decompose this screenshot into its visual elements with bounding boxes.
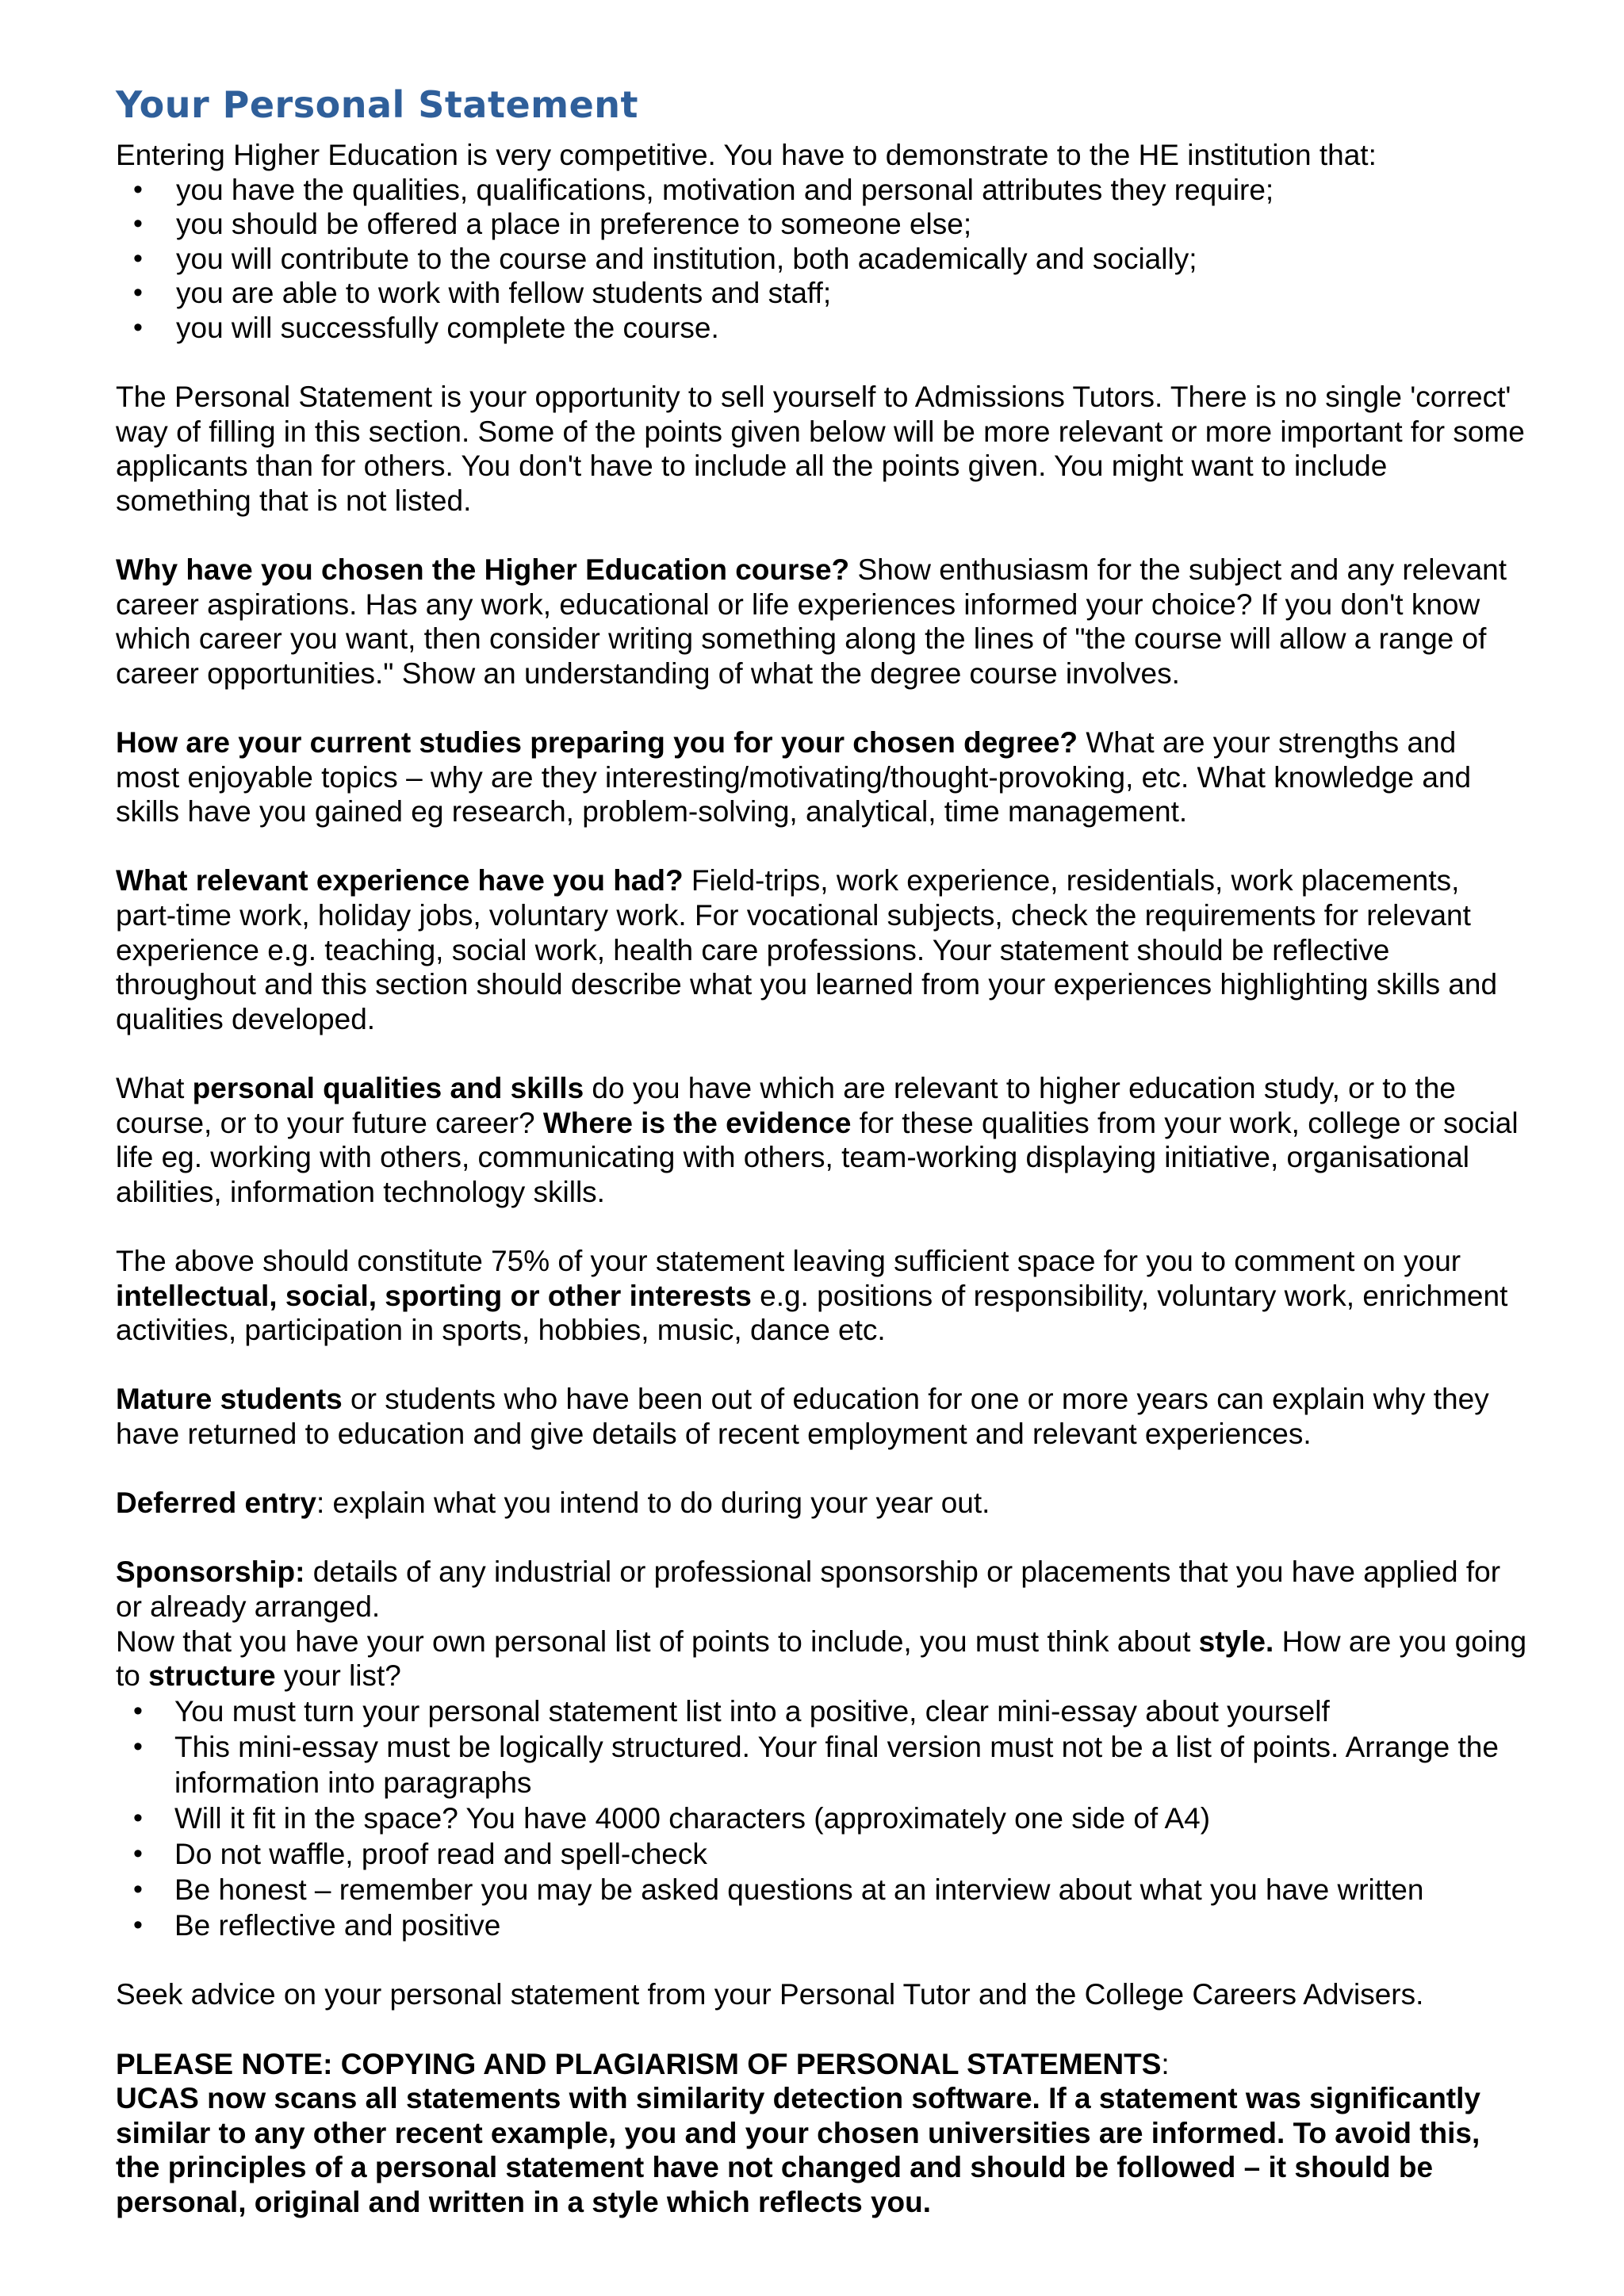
document-page — [116, 79, 1527, 2219]
why-course-heading: Why have you chosen the Higher Education course? — [116, 553, 850, 587]
experience-paragraph: What relevant experience have you had? Field-trips, work experience, residentials, work placements, part-time work, holiday jobs, voluntary work. For vocational subjects, check the requirements for relevant experience e.g. teaching, social work, health care professions. Your statement should be reflective throughout and this section should describe what you learned from your experiences highlighting skills and qualities developed. — [116, 864, 1498, 1035]
list-item: • you have the qualities, qualifications, motivation and personal attributes they require; — [133, 173, 1274, 206]
plagiarism-note-heading: PLEASE NOTE: COPYING AND PLAGIARISM OF PERSONAL STATEMENTS: — [116, 2047, 1170, 2080]
list-item: • You must turn your personal statement list into a positive, clear mini-essay about yourself — [133, 1694, 1330, 1728]
why-course-paragraph: Why have you chosen the Higher Education course? Show enthusiasm for the subject and any relevant career aspirations. Has any work, educational or life experiences informed your choice? If you don't know which career you want, then consider writing something along the lines of "the course will allow a range of career opportunities." Show an understanding of what the degree course involves. — [116, 553, 1507, 690]
experience-heading: What relevant experience have you had? — [116, 864, 684, 897]
intro-bullet-list — [116, 173, 1527, 346]
mature-students-paragraph: Mature students or students who have been out of education for one or more years can explain why they have returned to education and give details of recent employment and relevant experiences. — [116, 1383, 1489, 1450]
intro-text: Entering Higher Education is very competitive. You have to demonstrate to the HE institution that: — [116, 139, 1377, 171]
bullet-icon: • — [133, 1695, 143, 1726]
bullet-icon: • — [133, 1873, 143, 1904]
list-item: • Will it fit in the space? You have 4000 characters (approximately one side of A4) — [133, 1801, 1211, 1835]
qualities-paragraph: What personal qualities and skills do you have which are relevant to higher education study, or to the course, or to your future career? Where is the evidence for these qualities from your work, college or social life eg. working with others, communicating with others, team-working displaying initiative, organisational abilities, information technology skills. — [116, 1072, 1519, 1208]
opportunity-paragraph: The Personal Statement is your opportunity to sell yourself to Admissions Tutors. There is no single 'correct' way of filling in this section. Some of the points given below will be more relevant or more important for some applicants than for others. You don't have to include all the points given. You might want to include something that is not listed. — [116, 381, 1525, 517]
interests-paragraph: The above should constitute 75% of your statement leaving sufficient space for you to comment on your intellectual, social, sporting or other interests e.g. positions of responsibility, voluntary work, enrichment activities, participation in sports, hobbies, music, dance etc. — [116, 1245, 1508, 1347]
list-item: • you should be offered a place in preference to someone else; — [133, 208, 972, 241]
bullet-icon: • — [133, 312, 143, 342]
bullet-icon: • — [133, 174, 143, 205]
advice-paragraph: Seek advice on your personal statement from your Personal Tutor and the College Careers Advisers. — [116, 1978, 1424, 2011]
plagiarism-note-body: UCAS now scans all statements with similarity detection software. If a statement was significantly similar to any other recent example, you and your chosen universities are informed. To avoid this, the principles of a personal statement have not changed and should be followed – it should be personal, original and written in a style which reflects you. — [116, 2082, 1480, 2218]
bullet-icon: • — [133, 1731, 143, 1762]
deferred-entry-paragraph: Deferred entry: explain what you intend to do during your year out. — [116, 1487, 990, 1520]
current-studies-heading: How are your current studies preparing you for your chosen degree? — [116, 726, 1078, 760]
page-title: Your Personal Statement — [116, 83, 639, 126]
list-item: • you will contribute to the course and institution, both academically and socially; — [133, 242, 1197, 275]
style-bullet-list — [116, 1693, 1527, 1943]
bullet-icon: • — [133, 277, 143, 308]
sponsorship-paragraph: Sponsorship: details of any industrial or professional sponsorship or placements that you have applied for or already arranged. — [116, 1556, 1501, 1623]
list-item: • Do not waffle, proof read and spell-check — [133, 1837, 707, 1870]
list-item: • you are able to work with fellow students and staff; — [133, 277, 832, 310]
list-item: • Be honest – remember you may be asked questions at an interview about what you have written — [133, 1873, 1424, 1906]
list-item: • you will successfully complete the course. — [133, 311, 719, 344]
bullet-icon: • — [133, 243, 143, 274]
current-studies-paragraph: How are your current studies preparing you for your chosen degree? What are your strengths and most enjoyable topics – why are they interesting/motivating/thought-provoking, etc. What knowledge and skills have you gained eg research, problem-solving, analytical, time management. — [116, 726, 1472, 828]
list-item: • Be reflective and positive — [133, 1908, 501, 1942]
bullet-icon: • — [133, 209, 143, 239]
list-item: • This mini-essay must be logically structured. Your final version must not be a list of points. Arrange the information into paragraphs — [133, 1730, 1499, 1799]
bullet-icon: • — [133, 1802, 143, 1833]
bullet-icon: • — [133, 1838, 143, 1869]
bullet-icon: • — [133, 1909, 143, 1940]
style-paragraph: Now that you have your own personal list of points to include, you must think about style. How are you going to structure your list? — [116, 1624, 1527, 1693]
